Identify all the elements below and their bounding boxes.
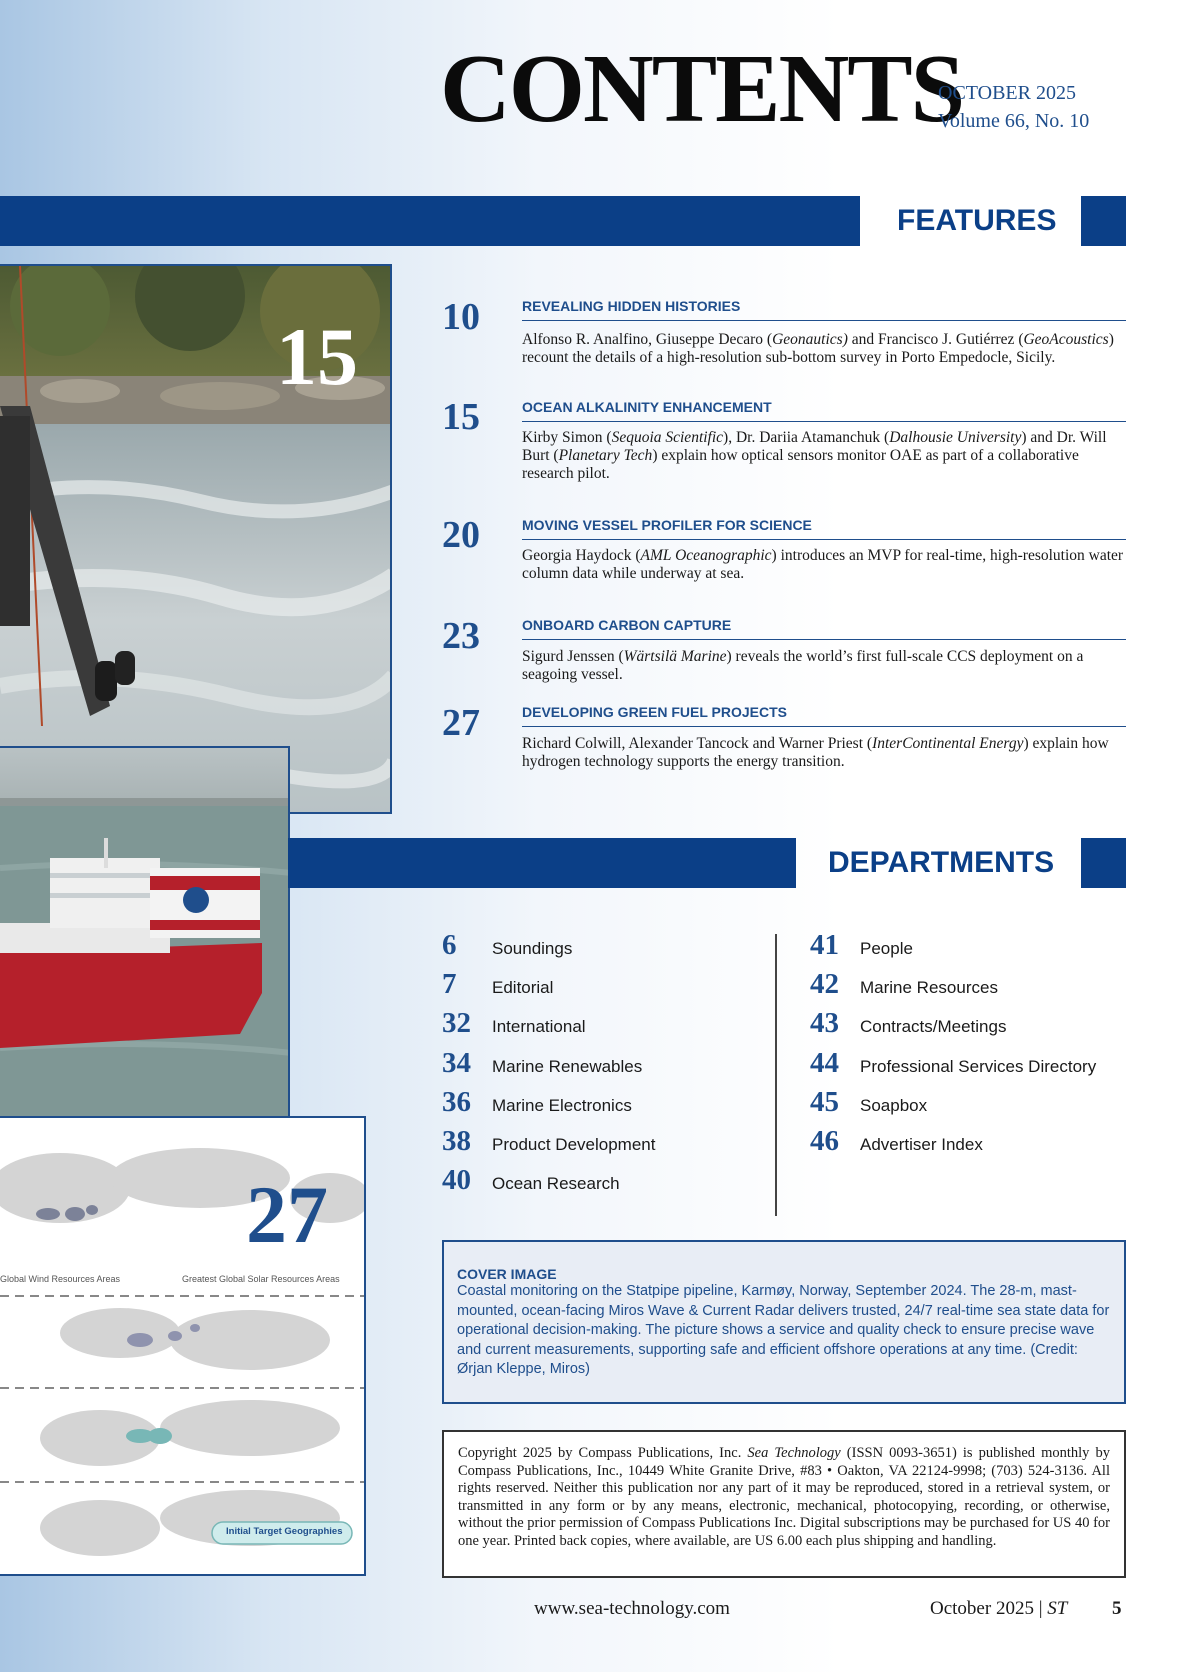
feature-description: Kirby Simon (Sequoia Scientific), Dr. Dariia Atamanchuk (Dalhousie University) and Dr. Will Burt (Planetary Tech) explain how optical sensors monitor OAE as part of a collaborative research pilot.	[522, 429, 1107, 482]
feature-title[interactable]: DEVELOPING GREEN FUEL PROJECTS	[522, 704, 1126, 727]
department-page-number: 36	[442, 1085, 471, 1118]
department-label: Soundings	[492, 939, 573, 958]
departments-heading: DEPARTMENTS	[828, 846, 1055, 879]
feature-title[interactable]: MOVING VESSEL PROFILER FOR SCIENCE	[522, 517, 1126, 540]
department-page-number: 46	[810, 1125, 839, 1157]
copyright-box: Copyright 2025 by Compass Publications, Inc. Sea Technology (ISSN 0093-3651) is published monthly by Compass Publications, Inc., 10449 White Granite Drive, #83 • Oakton, VA 22124-9998; (703) 524-3136. All rights reserved. Neither this publication nor any part of it may be reproduced, stored in a retrieval system, or transmitted in any form or by any means, electronic, mechanical, photocopying, recording, or otherwise, without the prior permission of Compass Publications Inc. Digital subscriptions may be purchased for US 40 for one year. Printed back copies, where available, are US 6.00 each plus shipping and handling.	[442, 1430, 1126, 1578]
department-item[interactable]	[810, 968, 998, 1004]
department-label: International	[492, 1017, 586, 1037]
department-page-number: 34	[442, 1046, 471, 1079]
department-page-number: 6	[442, 929, 457, 961]
features-bar	[0, 196, 860, 246]
feature-description: Alfonso R. Analfino, Giuseppe Decaro (Geonautics) and Francisco J. Gutiérrez (GeoAcoustics) recount the details of a high-resolution sub-bottom survey in Porto Empedocle, Sicily.	[522, 331, 1114, 366]
department-item[interactable]	[442, 1007, 586, 1043]
footer-magazine-abbrev: ST	[1047, 1598, 1068, 1619]
feature-description: Richard Colwill, Alexander Tancock and Warner Priest (InterContinental Energy) explain how hydrogen technology supports the energy transition.	[522, 735, 1109, 770]
department-item[interactable]	[442, 1047, 642, 1083]
footer-issue-date: October 2025 |	[930, 1598, 1048, 1619]
footer-page-number: 5	[1112, 1598, 1122, 1619]
cover-image-heading: COVER IMAGE	[457, 1266, 557, 1282]
cover-image-text: Coastal monitoring on the Statpipe pipeline, Karmøy, Norway, September 2024. The 28-m, mast-mounted, ocean-facing Miros Wave & Current Radar delivers trusted, 24/7 real-time sea state data for operational decision-making. The picture shows a service and quality check to ensure precise wave and current measurements, supporting safe and efficient offshore operations at any time. (Credit: Ørjan Kleppe, Miros)	[457, 1283, 1110, 1377]
cover-image-box	[442, 1240, 1126, 1404]
departments-bar	[288, 838, 796, 888]
feature-page-number: 23	[442, 615, 480, 657]
department-label: Marine Renewables	[492, 1056, 643, 1076]
feature-photo-ship	[0, 746, 290, 1118]
department-label: Editorial	[492, 978, 554, 998]
department-page-number: 44	[810, 1046, 839, 1079]
feature-page-number: 15	[442, 396, 480, 438]
department-item[interactable]	[442, 1086, 632, 1122]
feature-description: Georgia Haydock (AML Oceanographic) introduces an MVP for real-time, high-resolution water column data while underway at sea.	[522, 547, 1124, 582]
departments-bar-end	[1081, 838, 1126, 888]
page-title: CONTENTS	[440, 35, 964, 143]
issue-volume: Volume 66, No. 10	[938, 110, 1090, 132]
department-label: Professional Services Directory	[860, 1056, 1097, 1076]
features-heading: FEATURES	[897, 204, 1057, 237]
department-page-number: 7	[442, 968, 457, 1001]
feature-page-number: 10	[442, 296, 480, 338]
department-label: Advertiser Index	[860, 1135, 983, 1154]
department-label: Contracts/Meetings	[860, 1017, 1007, 1037]
department-item[interactable]	[810, 929, 913, 965]
department-label: Ocean Research	[492, 1174, 620, 1194]
feature-page-number: 20	[442, 514, 480, 556]
department-label: Marine Electronics	[492, 1095, 632, 1115]
department-page-number: 45	[810, 1085, 839, 1118]
department-page-number: 40	[442, 1164, 471, 1197]
map-legend-wind: Global Wind Resources Areas	[0, 1274, 121, 1284]
feature-photo-radar-mast	[0, 264, 392, 814]
department-page-number: 32	[442, 1007, 471, 1040]
department-page-number: 43	[810, 1007, 839, 1040]
footer-website-link[interactable]: www.sea-technology.com	[534, 1598, 730, 1619]
department-label: Soapbox	[860, 1095, 928, 1115]
photo-page-number-27: 27	[246, 1169, 328, 1260]
department-item[interactable]	[810, 1047, 1096, 1083]
feature-title[interactable]: REVEALING HIDDEN HISTORIES	[522, 298, 1126, 321]
departments-divider	[775, 934, 777, 1216]
department-label: People	[860, 939, 913, 958]
department-page-number: 42	[810, 968, 839, 1001]
feature-description: Sigurd Jenssen (Wärtsilä Marine) reveals the world’s first full-scale CCS deployment on a seagoing vessel.	[522, 648, 1084, 683]
feature-photo-map	[0, 1116, 366, 1576]
map-legend-target: Initial Target Geographies	[226, 1526, 343, 1537]
department-label: Marine Resources	[860, 978, 998, 998]
department-item[interactable]	[442, 968, 553, 1004]
department-label: Product Development	[492, 1135, 656, 1154]
department-page-number: 41	[810, 929, 839, 961]
department-item[interactable]	[810, 1125, 983, 1161]
ship-photo-image	[0, 748, 290, 1118]
map-legend-solar: Greatest Global Solar Resources Areas	[182, 1274, 340, 1284]
department-item[interactable]	[442, 929, 572, 965]
features-bar-end	[1081, 196, 1126, 246]
department-item[interactable]	[810, 1007, 1006, 1043]
department-item[interactable]	[442, 1164, 620, 1200]
department-item[interactable]	[442, 1125, 655, 1161]
photo-page-number-15: 15	[276, 311, 358, 402]
issue-date: OCTOBER 2025	[938, 82, 1076, 104]
department-item[interactable]	[810, 1086, 927, 1122]
feature-title[interactable]: OCEAN ALKALINITY ENHANCEMENT	[522, 399, 1126, 422]
feature-page-number: 27	[442, 702, 480, 744]
feature-title[interactable]: ONBOARD CARBON CAPTURE	[522, 617, 1126, 640]
department-page-number: 38	[442, 1125, 471, 1157]
footer-issue	[930, 1598, 1067, 1620]
